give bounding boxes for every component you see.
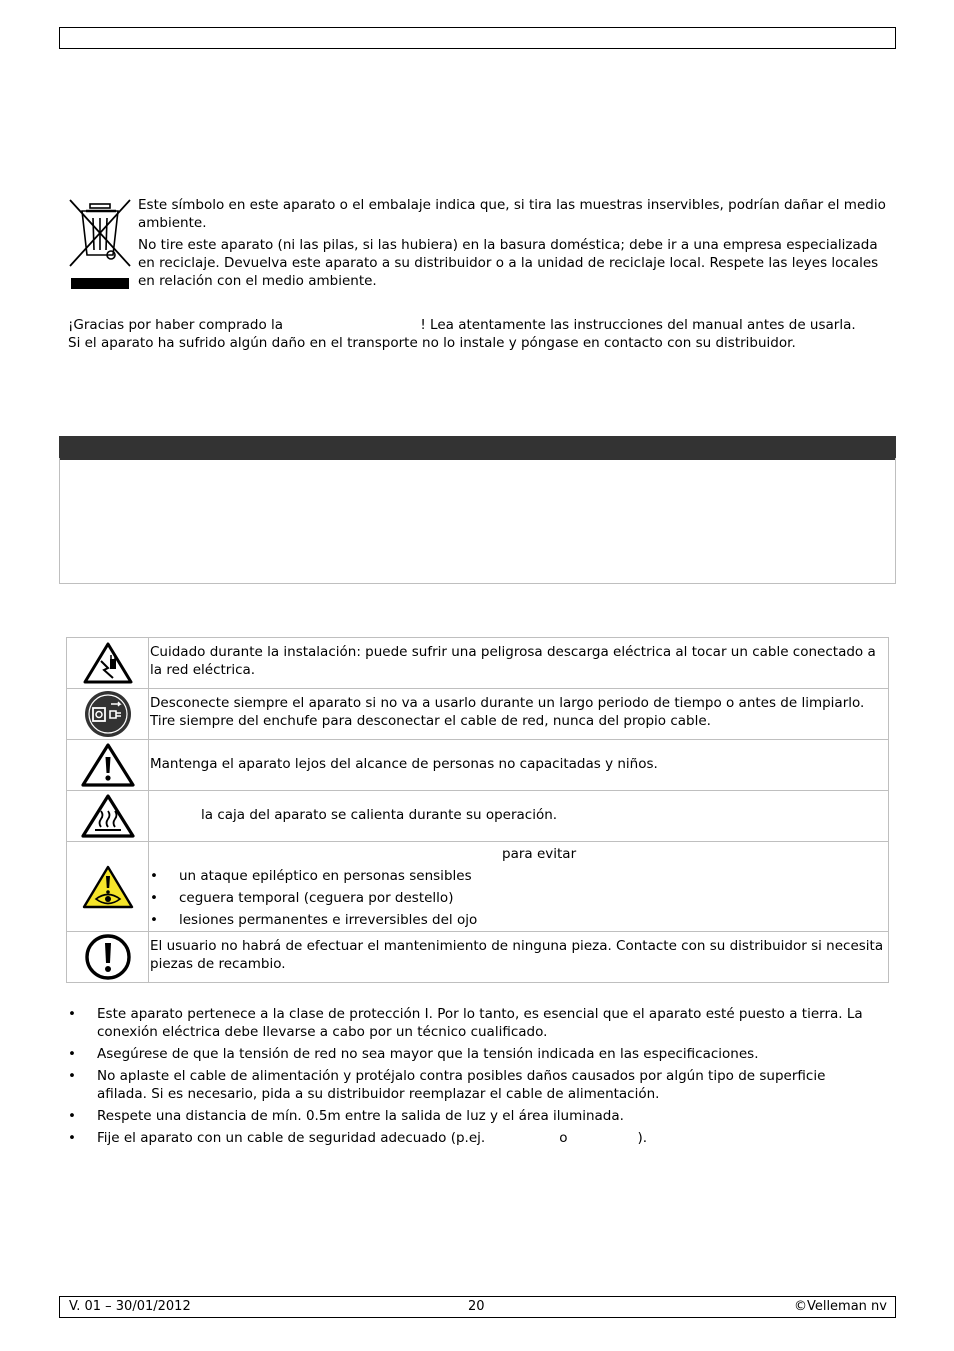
hot-surface-icon <box>80 793 136 839</box>
footer-page-number: 20 <box>468 1299 485 1314</box>
warning-text: Desconecte siempre el aparato si no va a usarlo durante un largo periodo de tiempo o antes de limpiarlo. Tire siempre del enchufe para desconectar el cable de red, nunca del propio cable. <box>150 695 865 729</box>
thanks-paragraph <box>68 316 858 352</box>
general-warning-icon <box>80 742 136 788</box>
section-header-bar <box>59 436 896 460</box>
warning-row <box>66 739 889 791</box>
warning-row <box>66 790 889 842</box>
warning-text: la caja del aparato se calienta durante su operación. <box>201 807 558 823</box>
exclamation-circle-icon <box>84 933 132 981</box>
list-item: • Este aparato pertenece a la clase de protección I. Por lo tanto, es esencial que el aparato esté puesto a tierra. La conexión eléctrica debe llevarse a cabo por un técnico cualificado. <box>68 1005 878 1041</box>
section-content-box <box>59 458 896 584</box>
list-item <box>68 1129 878 1147</box>
list-item: • Asegúrese de que la tensión de red no sea mayor que la tensión indicada en las especificaciones. <box>68 1045 878 1063</box>
page-header-box <box>59 27 896 49</box>
safety-bullet-list <box>68 1005 878 1151</box>
eye-hazard-icon <box>81 864 135 910</box>
crossed-out-wheelie-bin-icon <box>68 198 132 292</box>
last-bullet-part-1: Fije el aparato con un cable de seguridad adecuado (p.ej. <box>97 1130 486 1146</box>
last-bullet-part-3: ). <box>637 1130 648 1146</box>
list-item: • No aplaste el cable de alimentación y protéjalo contra posibles daños causados por algún tipo de superficie afilada. Si es necesario, pida a su distribuidor reemplazar el cable de alimentación. <box>68 1067 878 1103</box>
electric-shock-warning-icon <box>82 641 134 685</box>
warning-text: Cuidado durante la instalación: puede sufrir una peligrosa descarga eléctrica al tocar un cable conectado a la red eléctrica. <box>150 644 876 678</box>
warning-row <box>66 841 889 932</box>
warning-text-block <box>150 843 884 931</box>
last-bullet-part-2: o <box>559 1130 568 1146</box>
page-footer <box>59 1296 896 1318</box>
warning-text: El usuario no habrá de efectuar el mantenimiento de ninguna pieza. Contacte con su distribuidor si necesita piezas de recambio. <box>150 938 884 972</box>
warning-row <box>66 688 889 740</box>
thanks-part-1: ¡Gracias por haber comprado la <box>68 317 288 333</box>
warning-text: Mantenga el aparato lejos del alcance de personas no capacitadas y niños. <box>150 756 658 772</box>
warning-list <box>150 865 884 931</box>
footer-version: V. 01 – 30/01/2012 <box>69 1299 191 1314</box>
list-item: • un ataque epiléptico en personas sensibles <box>150 865 884 887</box>
warning-row <box>66 931 889 983</box>
list-item: • ceguera temporal (ceguera por destello) <box>150 887 884 909</box>
weee-paragraph-1: Este símbolo en este aparato o el embalaje indica que, si tira las muestras inservibles, podrían dañar el medio ambiente. <box>138 197 886 231</box>
thanks-part-2: ! Lea atentamente las instrucciones del manual antes de usarla. Si el aparato ha sufrido algún daño en el transporte no lo instale y póngase en contacto con su distribuidor. <box>68 317 856 351</box>
warning-text: para evitar <box>502 846 577 862</box>
list-item: • lesiones permanentes e irreversibles del ojo <box>150 909 884 931</box>
unplug-icon <box>84 690 132 738</box>
list-item: • Respete una distancia de mín. 0.5m entre la salida de luz y el área iluminada. <box>68 1107 878 1125</box>
warning-row <box>66 637 889 689</box>
weee-notice <box>138 196 888 294</box>
footer-copyright: ©Velleman nv <box>793 1299 887 1314</box>
weee-paragraph-2: No tire este aparato (ni las pilas, si las hubiera) en la basura doméstica; debe ir a una empresa especializada en reciclaje. Devuelva este aparato a su distribuidor o a la unidad de reciclaje local. Respete las leyes locales en relación con el medio ambiente. <box>138 237 879 289</box>
